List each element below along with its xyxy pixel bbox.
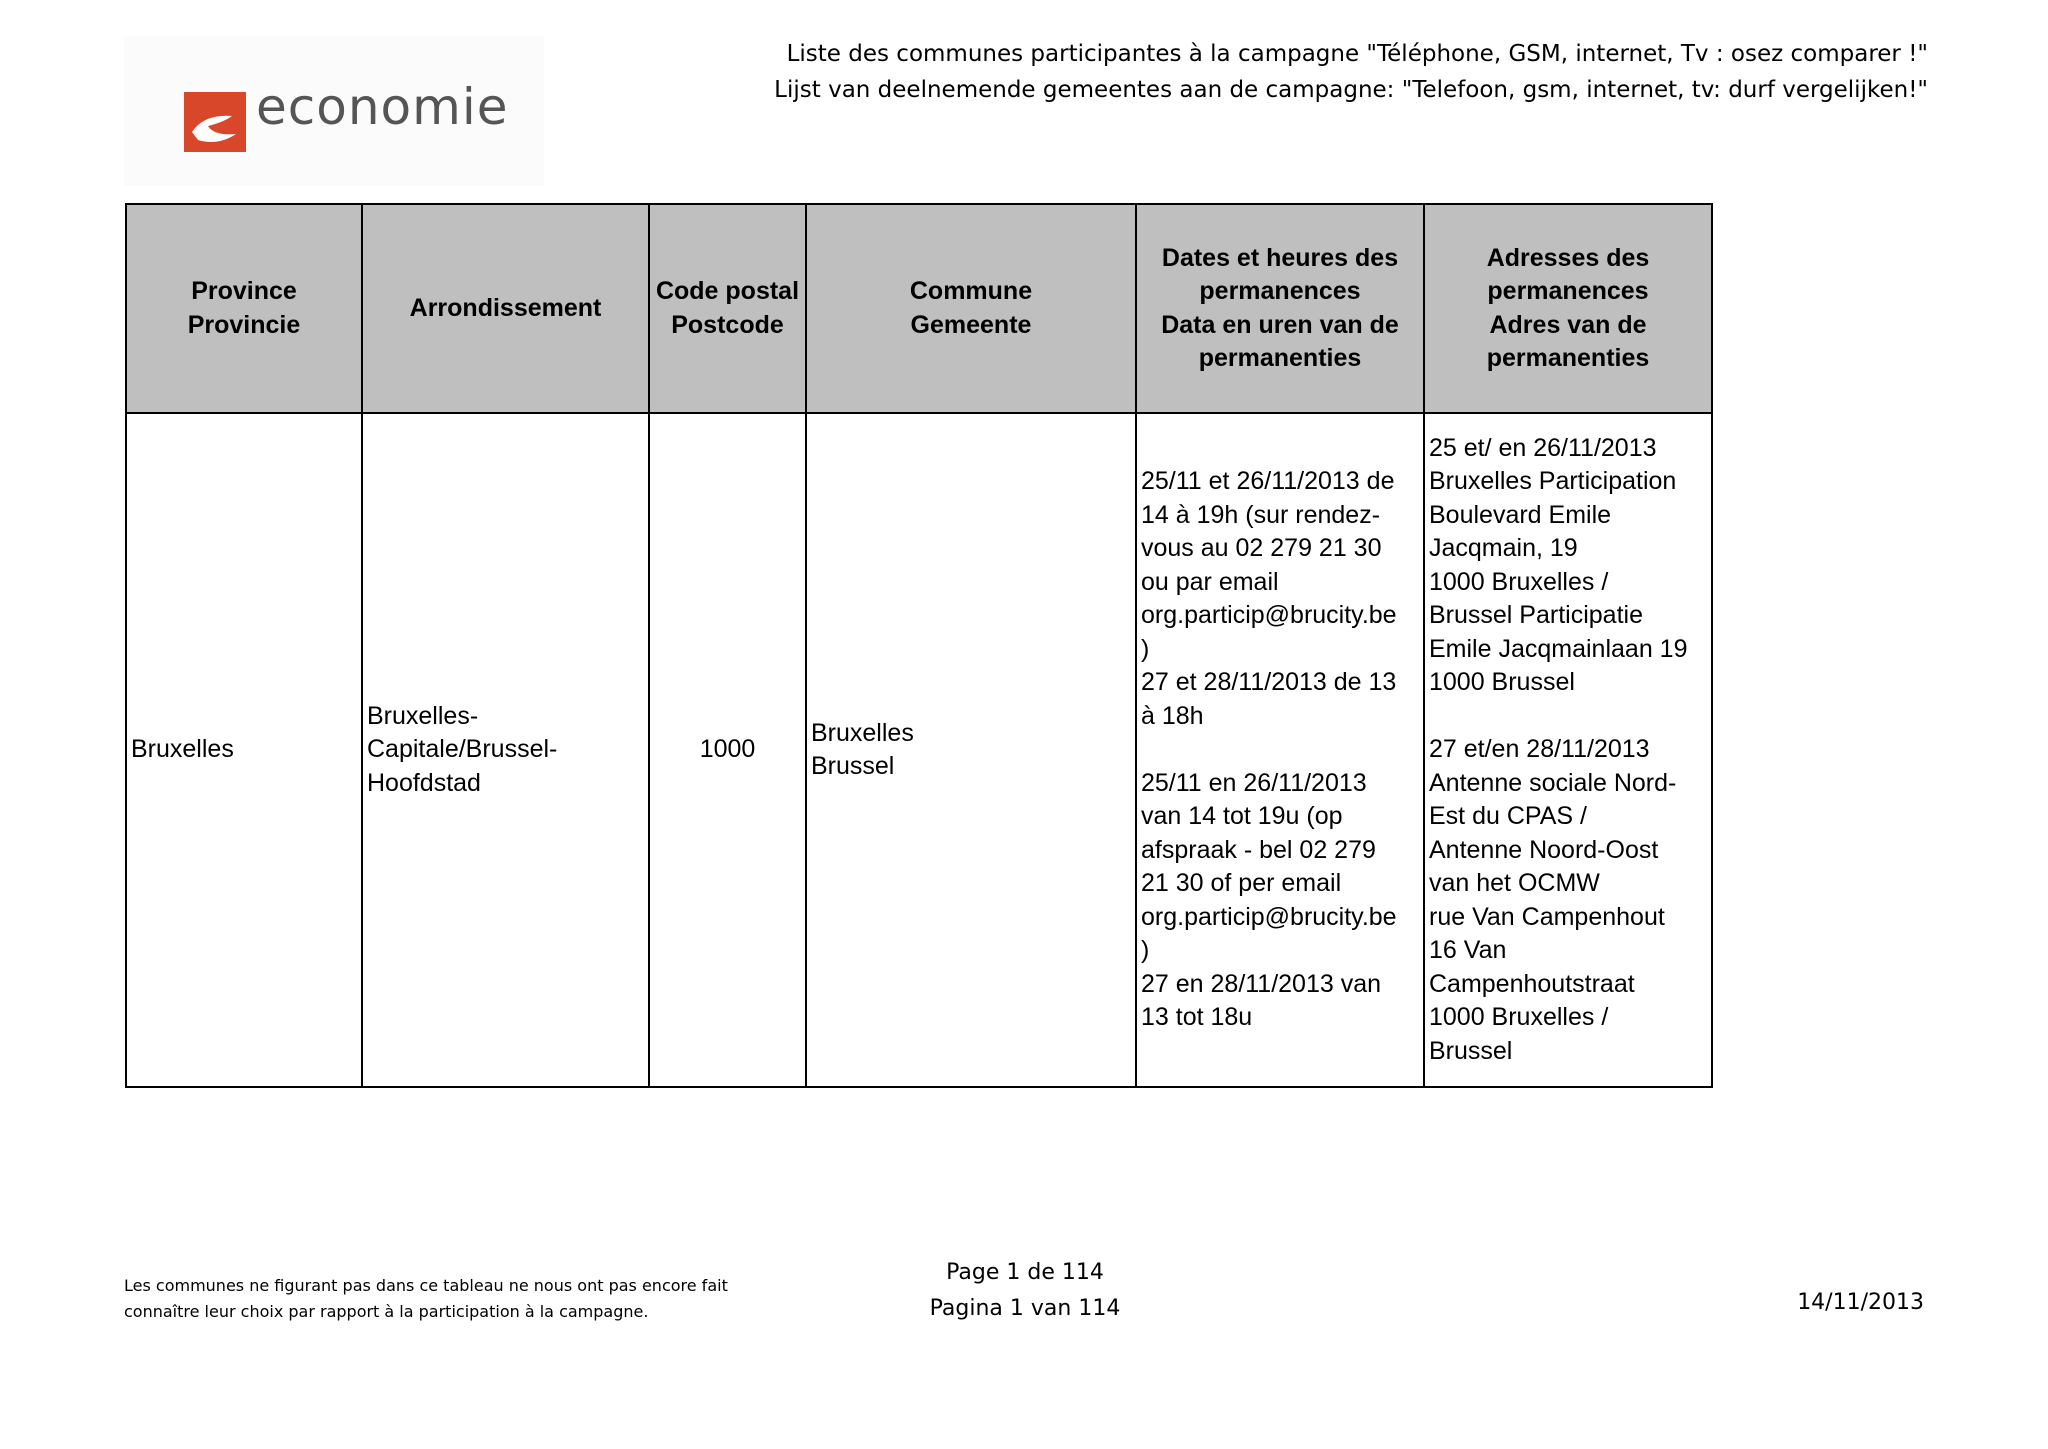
header-arrondissement: Arrondissement (362, 204, 649, 413)
header-postcode: Code postal Postcode (649, 204, 806, 413)
cell-postcode: 1000 (649, 413, 806, 1087)
document-title (774, 36, 1928, 108)
page-nl: Pagina 1 van 114 (929, 1296, 1121, 1321)
table-header-row (126, 204, 1712, 413)
page-fr: Page 1 de 114 (946, 1260, 1104, 1285)
document-date: 14/11/2013 (1797, 1290, 1924, 1315)
title-nl: Lijst van deelnemende gemeentes aan de campagne: "Telefoon, gsm, internet, tv: durf vergelijken!" (774, 77, 1928, 103)
page-indicator (900, 1255, 1150, 1327)
cell-arrondissement: Bruxelles- Capitale/Brussel- Hoofdstad (362, 413, 649, 1087)
communes-table (125, 203, 1713, 1088)
header-addresses: Adresses des permanences Adres van de permanenties (1424, 204, 1712, 413)
header-dates: Dates et heures des permanences Data en uren van de permanenties (1136, 204, 1424, 413)
footnote: Les communes ne figurant pas dans ce tableau ne nous ont pas encore fait connaître leur choix par rapport à la participation à la campagne. (124, 1276, 728, 1321)
logo (124, 36, 544, 186)
cell-province: Bruxelles (126, 413, 362, 1087)
economie-logo-icon (184, 92, 246, 152)
title-fr: Liste des communes participantes à la campagne "Téléphone, GSM, internet, Tv : osez comparer !" (786, 41, 1928, 67)
cell-commune: Bruxelles Brussel (806, 413, 1136, 1087)
header-commune: Commune Gemeente (806, 204, 1136, 413)
logo-text: economie (256, 78, 509, 136)
cell-addresses: 25 et/ en 26/11/2013 Bruxelles Participation Boulevard Emile Jacqmain, 19 1000 Bruxelles / Brussel Participatie Emile Jacqmainlaan 19 1000 Brussel 27 et/en 28/11/2013 Antenne sociale Nord- Est du CPAS / Antenne Noord-Oost van het OCMW rue Van Campenhout 16 Van Campenhoutstraat 1000 Bruxelles / Brussel (1424, 413, 1712, 1087)
header-province: Province Provincie (126, 204, 362, 413)
cell-dates: 25/11 et 26/11/2013 de 14 à 19h (sur rendez- vous au 02 279 21 30 ou par email org.particip@brucity.be ) 27 et 28/11/2013 de 13 à 18h 25/11 en 26/11/2013 van 14 tot 19u (op afspraak - bel 02 279 21 30 of per email org.particip@brucity.be ) 27 en 28/11/2013 van 13 tot 18u (1136, 413, 1424, 1087)
table-row (126, 413, 1712, 1087)
